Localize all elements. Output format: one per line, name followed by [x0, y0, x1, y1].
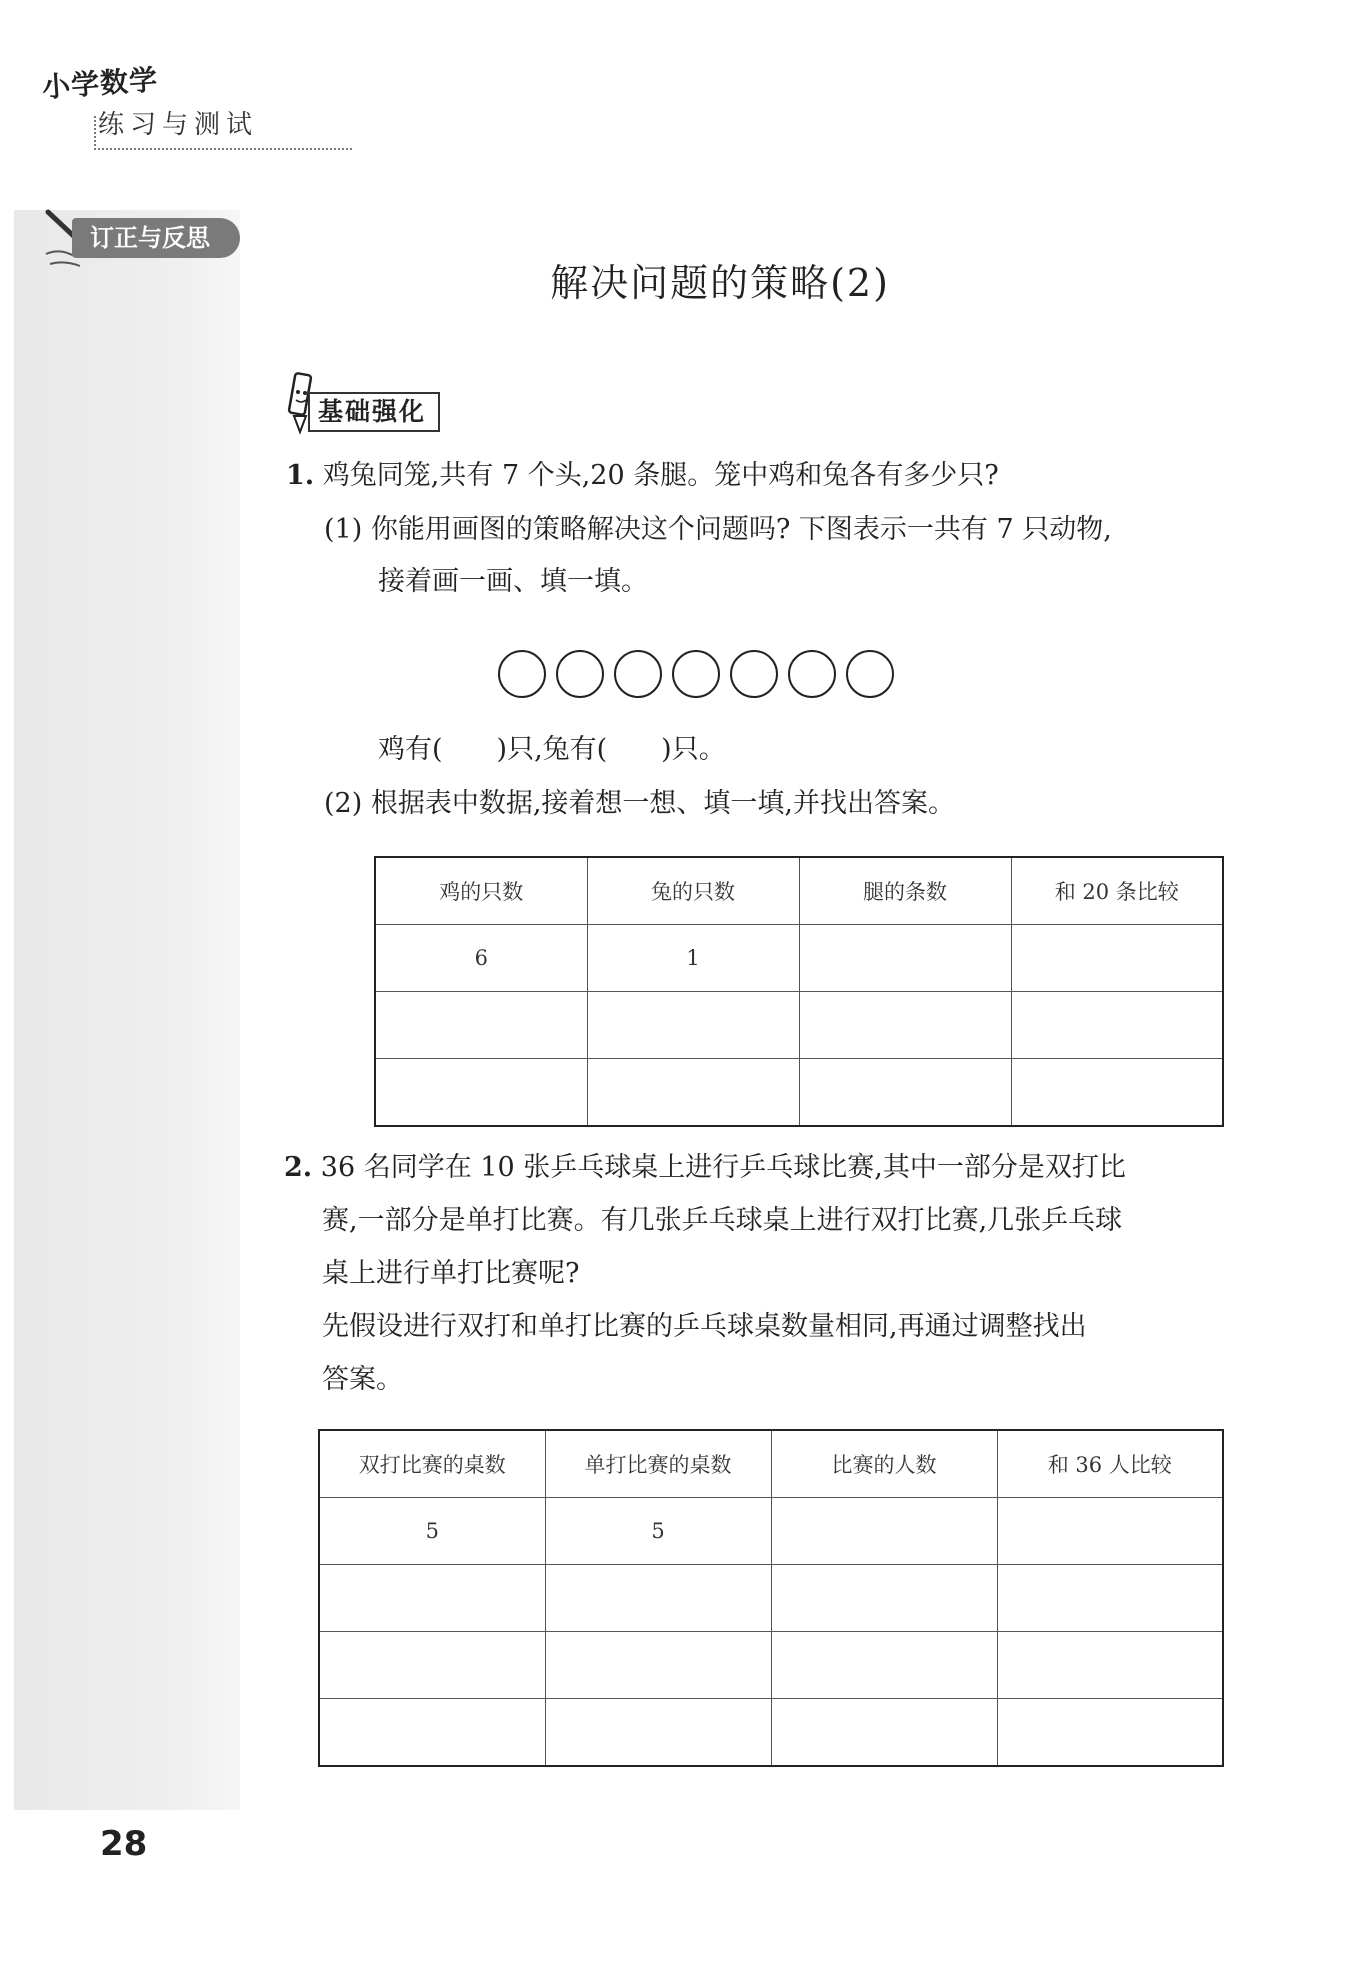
- table-cell[interactable]: [997, 1699, 1223, 1767]
- table-cell[interactable]: [799, 1059, 1011, 1127]
- animal-circle[interactable]: [846, 650, 894, 698]
- table-cell[interactable]: [375, 992, 587, 1059]
- animal-circle[interactable]: [614, 650, 662, 698]
- table-row: [319, 1498, 1223, 1565]
- table-cell[interactable]: [587, 1059, 799, 1127]
- table-header-cell: 和 36 人比较: [997, 1430, 1223, 1498]
- q1-part1-line1: (1) 你能用画图的策略解决这个问题吗? 下图表示一共有 7 只动物,: [324, 514, 1112, 545]
- table-row: [319, 1632, 1223, 1699]
- animal-circle[interactable]: [498, 650, 546, 698]
- table-header-cell: 比赛的人数: [771, 1430, 997, 1498]
- question-number: 1.: [286, 460, 315, 491]
- table-row: [319, 1565, 1223, 1632]
- table-row: [375, 992, 1223, 1059]
- table-cell[interactable]: [771, 1565, 997, 1632]
- question-text: 36 名同学在 10 张乒乓球桌上进行乒乓球比赛,其中一部分是双打比: [320, 1152, 1126, 1183]
- animal-circle[interactable]: [672, 650, 720, 698]
- question-number: 2.: [284, 1152, 313, 1183]
- section-label: 基础强化: [308, 392, 440, 432]
- table-cell[interactable]: [587, 992, 799, 1059]
- table-cell[interactable]: [319, 1565, 545, 1632]
- table-row: [375, 1059, 1223, 1127]
- table-cell[interactable]: 6: [375, 925, 587, 992]
- q2-line5: 答案。: [322, 1364, 403, 1395]
- table-cell[interactable]: 1: [587, 925, 799, 992]
- table-header-cell: 双打比赛的桌数: [319, 1430, 545, 1498]
- table-cell[interactable]: 5: [319, 1498, 545, 1565]
- animal-circle[interactable]: [788, 650, 836, 698]
- table-header-cell: 腿的条数: [799, 857, 1011, 925]
- table-cell[interactable]: [799, 992, 1011, 1059]
- table-header-row: [375, 857, 1223, 925]
- table-header-cell: 兔的只数: [587, 857, 799, 925]
- table-cell[interactable]: [375, 1059, 587, 1127]
- table-cell[interactable]: [997, 1498, 1223, 1565]
- table-cell[interactable]: [771, 1498, 997, 1565]
- table-cell[interactable]: [1011, 1059, 1223, 1127]
- q2-line4: 先假设进行双打和单打比赛的乒乓球桌数量相同,再通过调整找出: [322, 1311, 1087, 1342]
- q1-fill-in: 鸡有( )只,兔有( )只。: [378, 734, 726, 765]
- table-cell[interactable]: [997, 1565, 1223, 1632]
- q2-line3: 桌上进行单打比赛呢?: [322, 1258, 580, 1289]
- review-tag: 订正与反思: [72, 218, 240, 258]
- book-subtitle: 练习与测试: [98, 110, 259, 140]
- table-cell[interactable]: [771, 1632, 997, 1699]
- table-cell[interactable]: [799, 925, 1011, 992]
- page-number: 28: [100, 1824, 148, 1864]
- table-cell[interactable]: [319, 1632, 545, 1699]
- question-text: 鸡兔同笼,共有 7 个头,20 条腿。笼中鸡和兔各有多少只?: [322, 460, 999, 491]
- q2-line2: 赛,一部分是单打比赛。有几张乒乓球桌上进行双打比赛,几张乒乓球: [322, 1205, 1123, 1236]
- question-1: [286, 462, 999, 489]
- table-tennis-table: [318, 1429, 1224, 1767]
- table-cell[interactable]: [997, 1632, 1223, 1699]
- table-cell[interactable]: [545, 1632, 771, 1699]
- table-cell[interactable]: [1011, 992, 1223, 1059]
- table-header-cell: 单打比赛的桌数: [545, 1430, 771, 1498]
- question-2: [284, 1154, 1126, 1181]
- chicken-rabbit-table: [374, 856, 1224, 1127]
- table-cell[interactable]: 5: [545, 1498, 771, 1565]
- table-header-cell: 和 20 条比较: [1011, 857, 1223, 925]
- table-row: [319, 1699, 1223, 1767]
- table-row: [375, 925, 1223, 992]
- page-title: 解决问题的策略(2): [550, 261, 890, 305]
- table-cell[interactable]: [1011, 925, 1223, 992]
- animal-circle[interactable]: [730, 650, 778, 698]
- table-cell[interactable]: [545, 1565, 771, 1632]
- animal-circle[interactable]: [556, 650, 604, 698]
- table-cell[interactable]: [771, 1699, 997, 1767]
- q1-part1-line2: 接着画一画、填一填。: [378, 566, 648, 597]
- book-title: 小学数学: [41, 62, 160, 105]
- animal-circles: [498, 650, 894, 698]
- q1-part2: (2) 根据表中数据,接着想一想、填一填,并找出答案。: [324, 788, 955, 819]
- table-header-row: [319, 1430, 1223, 1498]
- table-cell[interactable]: [545, 1699, 771, 1767]
- table-cell[interactable]: [319, 1699, 545, 1767]
- table-header-cell: 鸡的只数: [375, 857, 587, 925]
- review-sidebar: [14, 210, 240, 1810]
